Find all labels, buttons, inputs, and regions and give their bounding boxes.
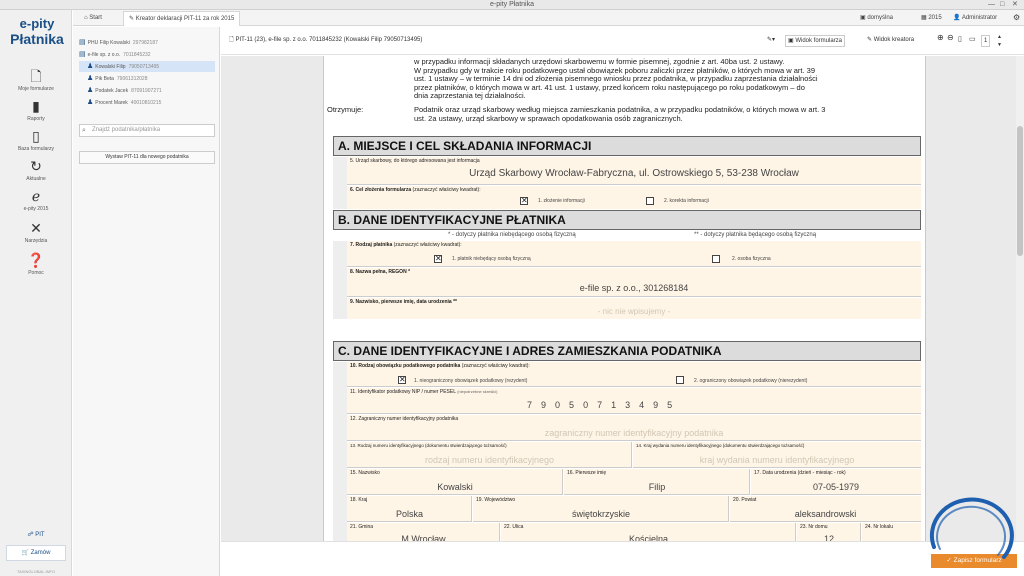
tree-item-id: 79050713495: [128, 64, 160, 70]
field-23-label: 23. Nr domu: [800, 524, 828, 530]
refresh-icon: ↻: [30, 158, 42, 174]
window-title: e-pity Płatnika: [490, 1, 534, 8]
admin-user[interactable]: [953, 10, 997, 26]
nav-label: Raporty: [27, 116, 45, 122]
person-icon: ♟: [87, 63, 94, 70]
field-18-value: Polska: [395, 509, 423, 519]
otrzymuje-label: Otrzymuje:: [327, 105, 364, 114]
field-12-label: 12. Zagraniczny numer identyfikacyjny podatnika: [350, 416, 459, 422]
field-13-value: rodzaj numeru identyfikacyjnego: [424, 455, 555, 465]
wrench-icon: ✎: [129, 16, 136, 22]
fit-width-icon[interactable]: ▭: [969, 36, 976, 43]
field-8-value: e-file sp. z o.o., 301268184: [579, 283, 689, 293]
field-16-label: 16. Pierwsze imię: [567, 470, 607, 476]
field-14-value: kraj wydania numeru identyfikacyjnego: [699, 455, 855, 465]
pesel-digit: 3: [625, 400, 640, 410]
form-page: [323, 56, 926, 541]
section-margin: [333, 362, 347, 541]
vertical-scrollbar[interactable]: [1016, 56, 1024, 541]
pesel-digit: 7: [527, 400, 542, 410]
tree-item-id: 297982187: [132, 40, 158, 46]
company-icon: ▤: [79, 51, 86, 58]
form-intro: [414, 58, 919, 101]
forms-icon: ▯: [32, 128, 40, 144]
nav-label: e-pity 2015: [23, 206, 49, 212]
user-profile-label: domyślna: [867, 15, 894, 21]
tree-item-id: 79061312028: [116, 76, 148, 82]
app-logo: [4, 16, 70, 47]
section-c-header: C. DANE IDENTYFIKACYJNE I ADRES ZAMIESZKANIA PODATNIKA: [333, 341, 921, 361]
tree-item[interactable]: [79, 37, 215, 48]
year-selector[interactable]: [921, 10, 942, 26]
save-form-label: Zapisz formularz: [953, 557, 1002, 564]
field-17-value: 07-05-1979: [812, 482, 860, 492]
section-b-note-2: ** - dotyczy płatnika będącego osobą fizyczną: [694, 232, 817, 238]
section-margin: [333, 157, 347, 209]
section-b-note-1: * - dotyczy płatnika niebędącego osobą fizyczną: [448, 232, 576, 238]
field-14-label: 14. Kraj wydania numeru identyfikacyjnego (dokumentu stwierdzającego tożsamość): [636, 443, 805, 448]
option-rezydent: 1. nieograniczony obowiązek podatkowy (rezydent): [414, 378, 528, 384]
checkbox-zlozenie[interactable]: ✕: [521, 196, 528, 205]
epity-icon: ℯ: [31, 188, 41, 204]
search-placeholder: Znajdź podatnika/płatnika: [92, 127, 161, 133]
tree-item-name: PHU Filip Kowalski: [87, 40, 130, 46]
nav-label: Narzędzia: [24, 238, 48, 244]
tree-item[interactable]: [79, 85, 215, 96]
user-icon: 👤: [953, 15, 962, 21]
document-icon: 🗋: [30, 68, 42, 84]
field-5-label: 5. Urząd skarbowy, do którego adresowana jest informacja: [350, 158, 480, 164]
intro-line: w przypadku informacji składanych urzędowi skarbowemu w formie pisemnej, zgodnie z art. 40ba ust. 2 ustawy.: [414, 57, 785, 66]
user-profile[interactable]: [860, 10, 893, 26]
pit-label: PIT: [35, 532, 45, 538]
field-11-hint: (niepotrzebne skreślić): [457, 389, 498, 394]
tree-item[interactable]: [79, 49, 215, 60]
field-7-label: [350, 242, 462, 248]
checkbox-korekta[interactable]: [646, 197, 654, 205]
admin-label: Administrator: [961, 15, 998, 21]
field-6-title: 6. Cel złożenia formularza: [350, 187, 412, 193]
form-view-icon: ▣: [788, 38, 796, 44]
field-7-title: 7. Rodzaj płatnika: [350, 242, 393, 248]
document-title: [229, 35, 422, 45]
field-20-label: 20. Powiat: [733, 497, 757, 503]
field-23-value: 12: [823, 534, 834, 541]
field-20-value: aleksandrowski: [794, 509, 857, 519]
tree-item-name: Pik Beta: [95, 76, 114, 82]
save-icon: ✓: [946, 557, 954, 564]
field-11-title: 11. Identyfikator podatkowy NIP / numer PESEL: [350, 389, 456, 395]
loading-spinner-icon: [924, 487, 1020, 573]
wystaw-pit-button[interactable]: Wystaw PIT-11 dla nowego podatnika: [79, 151, 215, 164]
nav-pomoc[interactable]: [0, 252, 72, 277]
tree-item-name: Kowalski Filip: [95, 64, 126, 70]
view-form-button[interactable]: [785, 35, 845, 47]
checkbox-platnik-niefizyczny[interactable]: ✕: [435, 254, 442, 263]
field-21-value: M.Wrocław: [401, 534, 446, 541]
pesel-digit: 0: [583, 400, 598, 410]
field-16-value: Filip: [648, 482, 666, 492]
checkbox-rezydent[interactable]: ✕: [399, 375, 406, 384]
person-icon: ♟: [87, 75, 94, 82]
pesel-digit: 5: [667, 400, 682, 410]
field-10-title: 10. Rodzaj obowiązku podatkowego podatnika: [350, 363, 461, 369]
maximize-icon[interactable]: □: [1000, 1, 1005, 8]
document-viewer[interactable]: [221, 56, 1024, 541]
logo-line2: Płatnika: [10, 31, 64, 47]
report-icon: ▮: [32, 98, 40, 114]
field-15-value: Kowalski: [437, 482, 473, 492]
document-title-text: PIT-11 (23), e-file sp. z o.o. 7011845232 (Kowalski Filip 79050713495): [235, 37, 423, 43]
field-10-hint: (zaznaczyć właściwy kwadrat):: [461, 363, 530, 369]
tree-item-id: 7011845232: [123, 52, 151, 58]
tab-start[interactable]: [79, 11, 107, 26]
tab-start-label: Start: [89, 15, 102, 21]
tree-item-name: Podatek Jacek: [95, 88, 129, 94]
zamow-label: Zamów: [30, 550, 51, 556]
pesel-digit: 4: [639, 400, 654, 410]
nav-raporty[interactable]: [0, 98, 72, 123]
pesel-digit: 0: [555, 400, 570, 410]
tree-item-name: e-file sp. z o.o.: [87, 52, 121, 58]
page-up-icon[interactable]: ▲: [997, 34, 1002, 40]
view-creator-label: Widok kreatora: [873, 37, 915, 43]
calendar-icon: ▦: [921, 15, 929, 21]
field-19-label: 19. Województwo: [476, 497, 516, 503]
intro-line: ust. 1 ustawy – w terminie 14 dni od złożenia pisemnego wniosku przez podatnika, w przypadku zaprzestania działalności: [414, 74, 818, 83]
field-10-label: [350, 363, 530, 369]
field-22-value: Kościelna: [628, 534, 669, 541]
pesel-digit: 7: [597, 400, 612, 410]
option-platnik-niefizyczny: 1. płatnik niebędący osobą fizyczną: [452, 256, 531, 262]
field-21-label: 21. Gmina: [350, 524, 374, 530]
pesel-digit: 9: [541, 400, 556, 410]
tree-item[interactable]: [79, 97, 215, 108]
cart-icon: 🛒: [21, 550, 31, 556]
field-13-label: 13. Rodzaj numeru identyfikacyjnego (dokumentu stwierdzającego tożsamość): [350, 443, 507, 448]
nav-label: Moje formularze: [18, 86, 54, 92]
tab-kreator[interactable]: [123, 11, 240, 26]
field-6-label: [350, 187, 481, 193]
left-navigation: [0, 10, 72, 576]
nav-epity-2015[interactable]: [0, 188, 72, 213]
section-a-header: A. MIEJSCE I CEL SKŁADANIA INFORMACJI: [333, 136, 921, 156]
year-label: 2015: [928, 15, 942, 21]
tree-item-id: 40010810215: [130, 100, 162, 106]
gear-icon[interactable]: ⚙: [1013, 13, 1021, 22]
document-toolbar: [221, 27, 1024, 55]
option-zlozenie: 1. złożenie informacji: [538, 198, 585, 204]
tree-item-selected[interactable]: [79, 61, 215, 72]
nav-aktualne[interactable]: [0, 158, 72, 183]
otrzymuje-line: ust. 2a ustawy, urząd skarbowy w sprawach opodatkowania osób zagranicznych.: [414, 113, 683, 123]
tree-item-id: 87091907271: [131, 88, 162, 94]
logo-line1: e-pity: [19, 16, 55, 31]
intro-line: dnia zaprzestania tej działalności.: [414, 91, 526, 100]
search-input[interactable]: [79, 124, 215, 137]
nav-moje-formularze[interactable]: [0, 68, 72, 93]
file-icon: 🗋: [229, 37, 236, 43]
checkbox-osoba-fizyczna[interactable]: [712, 255, 720, 263]
fit-page-icon[interactable]: ▯: [958, 36, 962, 43]
pesel-digit: 9: [653, 400, 668, 410]
view-form-label: Widok formularza: [795, 38, 843, 44]
field-9-label: 9. Nazwisko, pierwsze imię, data urodzenia **: [350, 299, 457, 305]
option-korekta: 2. korekta informacji: [664, 198, 709, 204]
nav-label: Pomoc: [28, 270, 44, 276]
section-b-header: B. DANE IDENTYFIKACYJNE PŁATNIKA: [333, 210, 921, 230]
person-icon: ♟: [87, 99, 94, 106]
nav-baza-formularzy[interactable]: [0, 128, 72, 153]
page-number-input[interactable]: 1: [981, 35, 990, 47]
otrzymuje-text: [414, 106, 919, 123]
checkbox-nierezydent[interactable]: [676, 376, 684, 384]
window-titlebar: [0, 0, 1024, 10]
field-15-label: 15. Nazwisko: [350, 470, 380, 476]
field-8-label: 8. Nazwa pełna, REGON *: [350, 269, 411, 275]
intro-line: W przypadku gdy w trakcie roku podatkowego ustał obowiązek poboru zaliczki przez płatników, o których mowa w art. 39: [414, 65, 816, 75]
zoom-in-icon[interactable]: ⊕: [937, 33, 944, 42]
pesel-digit: 5: [569, 400, 584, 410]
field-12-value: zagraniczny numer identyfikacyjny podatnika: [544, 428, 724, 438]
pit-icon: ☍: [27, 532, 36, 538]
search-icon: ⌕: [82, 127, 86, 134]
otrzymuje-line: Podatnik oraz urząd skarbowy według miejsca zamieszkania podatnika, a w przypadku podatników, o których mowa w art. 3: [414, 105, 826, 114]
footer-text: TAXINGLOBAL.INFO: [16, 569, 56, 574]
minimize-icon[interactable]: —: [988, 1, 995, 8]
profile-icon: ▣: [860, 15, 868, 21]
field-22-label: 22. Ulica: [504, 524, 524, 530]
field-17-label: 17. Data urodzenia (dzień - miesiąc - rok): [754, 470, 846, 476]
field-9-value: - nic nie wpisujemy -: [597, 307, 671, 316]
field-11-label: [350, 389, 497, 395]
intro-line: przez płatników, o których mowa w art. 41 ust. 1 ustawy, przed końcem roku następującego po roku podatkowym – do: [414, 82, 805, 92]
field-19-value: świętokrzyskie: [571, 509, 630, 519]
field-6-hint: (zaznaczyć właściwy kwadrat):: [412, 187, 481, 193]
home-icon: ⌂: [84, 15, 90, 21]
nav-narzedzia[interactable]: [0, 220, 72, 245]
edit-icon[interactable]: ✎▾: [767, 37, 776, 43]
close-icon[interactable]: ✕: [1012, 1, 1018, 8]
zoom-out-icon[interactable]: ⊖: [947, 33, 954, 42]
tab-bar: [73, 10, 1024, 26]
option-nierezydent: 2. ograniczony obowiązek podatkowy (nierezydent): [694, 378, 808, 384]
field-5-value: Urząd Skarbowy Wrocław-Fabryczna, ul. Ostrowskiego 5, 53-238 Wrocław: [469, 168, 799, 179]
tab-kreator-label: Kreator deklaracji PIT-11 za rok 2015: [135, 16, 235, 22]
view-creator-button[interactable]: [865, 35, 916, 45]
pit-button[interactable]: [6, 528, 66, 542]
help-icon: ❓: [27, 252, 45, 268]
tree-item[interactable]: [79, 73, 215, 84]
section-margin: [333, 241, 347, 319]
wand-icon: ✎: [867, 37, 874, 43]
field-18-label: 18. Kraj: [350, 497, 368, 503]
scrollbar-thumb[interactable]: [1017, 126, 1023, 256]
pesel-digit: 1: [611, 400, 626, 410]
tools-icon: ✕: [30, 220, 42, 236]
pesel-digits[interactable]: [527, 400, 723, 410]
bottom-bar: [221, 541, 1024, 576]
field-24-label: 24. Nr lokalu: [865, 524, 894, 530]
nav-label: Baza formularzy: [17, 146, 55, 152]
taxpayer-panel: [73, 27, 220, 576]
option-osoba-fizyczna: 2. osoba fizyczna: [732, 256, 771, 262]
page-down-icon[interactable]: ▼: [997, 42, 1002, 48]
company-icon: ▤: [79, 39, 86, 46]
field-7-hint: (zaznaczyć właściwy kwadrat):: [393, 242, 462, 248]
person-icon: ♟: [87, 87, 94, 94]
nav-label: Aktualne: [26, 176, 46, 182]
tree-item-name: Procent Marek: [95, 100, 128, 106]
zamow-button[interactable]: [6, 545, 66, 561]
